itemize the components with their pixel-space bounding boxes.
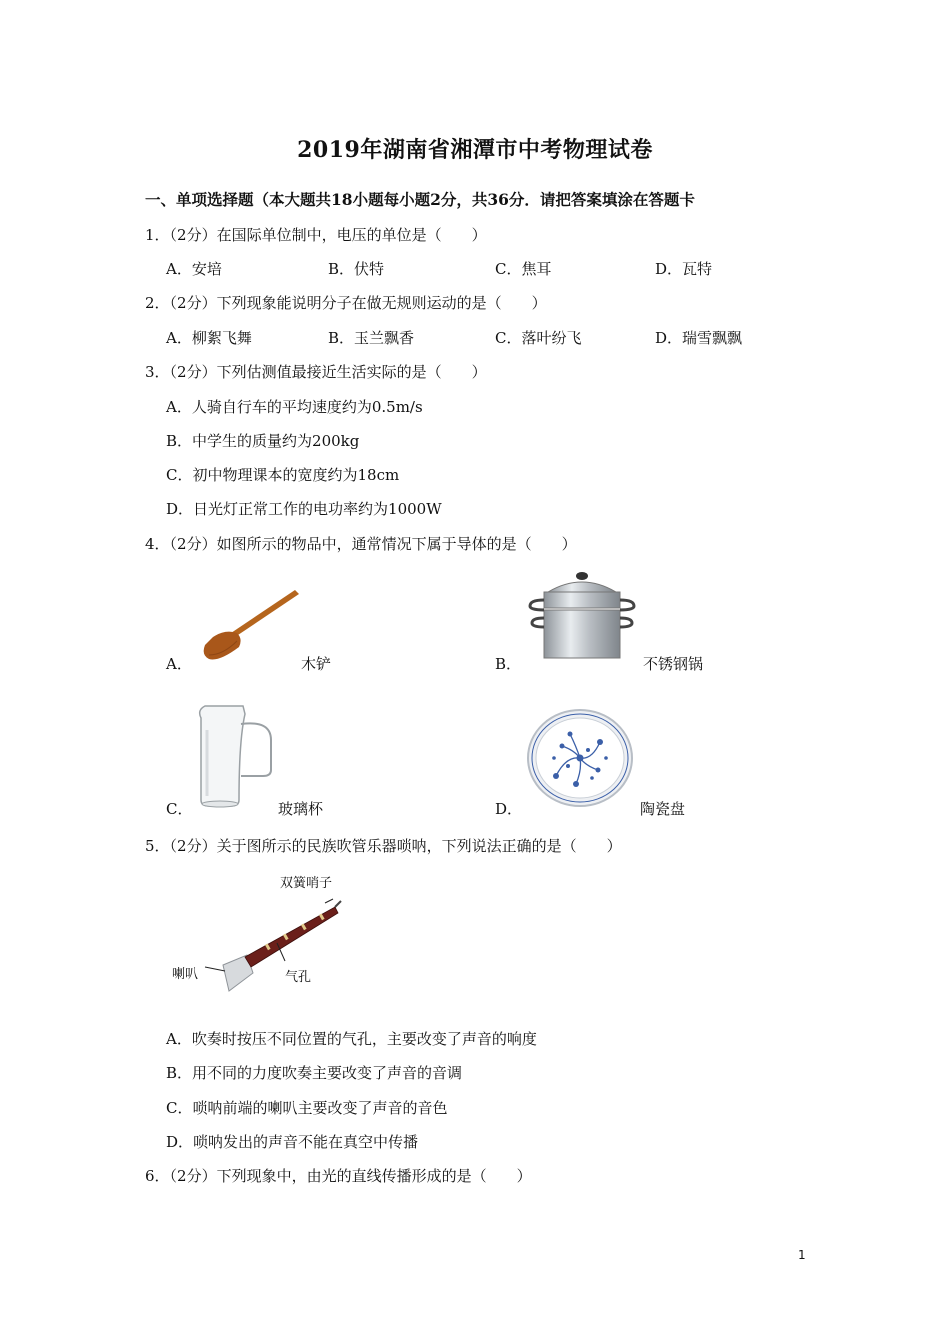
q3-option-a: A．人骑自行车的平均速度约为0.5m/s [166,398,423,416]
q2-option-a: A．柳絮飞舞 [166,329,252,347]
q1-option-b: B．伏特 [328,260,385,278]
suona-hole-label: 气孔 [285,970,312,985]
q4-option-d-letter: D． [495,800,523,818]
q4-option-b-label: 不锈钢锅 [643,655,704,673]
q3-option-c: C．初中物理课本的宽度约为18cm [166,466,400,484]
q1-option-c: C．焦耳 [495,260,552,278]
q5-option-c: C．唢呐前端的喇叭主要改变了声音的音色 [166,1099,448,1117]
suona-instrument-image [205,895,345,1000]
q4-option-b-letter: B． [495,655,522,673]
q5-option-d: D．唢呐发出的声音不能在真空中传播 [166,1133,419,1151]
q5-option-b: B．用不同的力度吹奏主要改变了声音的音调 [166,1064,463,1082]
stainless-steel-pot-image [526,568,638,664]
question-5-stem: 5．（2分）关于图所示的民族吹管乐器唢呐，下列说法正确的是（ ） [145,837,622,855]
q3-option-d: D．日光灯正常工作的电功率约为1000W [166,500,442,518]
question-3-stem: 3．（2分）下列估测值最接近生活实际的是（ ） [145,363,487,381]
q2-option-c: C．落叶纷飞 [495,329,582,347]
q2-option-b: B．玉兰飘香 [328,329,415,347]
q5-option-a: A．吹奏时按压不同位置的气孔，主要改变了声音的响度 [166,1030,537,1048]
wooden-spatula-image [195,585,305,665]
q4-option-c-letter: C． [166,800,193,818]
q3-option-b: B．中学生的质量约为200kg [166,432,360,450]
q4-option-a-label: 木铲 [301,655,332,673]
question-6-stem: 6．（2分）下列现象中，由光的直线传播形成的是（ ） [145,1167,532,1185]
q4-option-a-letter: A． [166,655,192,673]
q4-option-d-label: 陶瓷盘 [640,800,686,818]
glass-cup-image [195,700,279,810]
page-title: 2019年湖南省湘潭市中考物理试卷 [297,137,653,163]
porcelain-plate-image [526,706,634,808]
suona-reed-label: 双簧哨子 [280,876,333,891]
question-4-stem: 4．（2分）如图所示的物品中，通常情况下属于导体的是（ ） [145,535,577,553]
question-2-stem: 2．（2分）下列现象能说明分子在做无规则运动的是（ ） [145,294,547,312]
q4-option-c-label: 玻璃杯 [278,800,324,818]
q1-option-a: A．安培 [166,260,222,278]
section-heading: 一、单项选择题（本大题共18小题每小题2分，共36分．请把答案填涂在答题卡 [145,190,695,209]
q1-option-d: D．瓦特 [655,260,713,278]
q2-option-d: D．瑞雪飘飘 [655,329,743,347]
page-number: 1 [798,1248,806,1262]
suona-bell-label: 喇叭 [172,967,199,982]
question-1-stem: 1．（2分）在国际单位制中，电压的单位是（ ） [145,226,487,244]
